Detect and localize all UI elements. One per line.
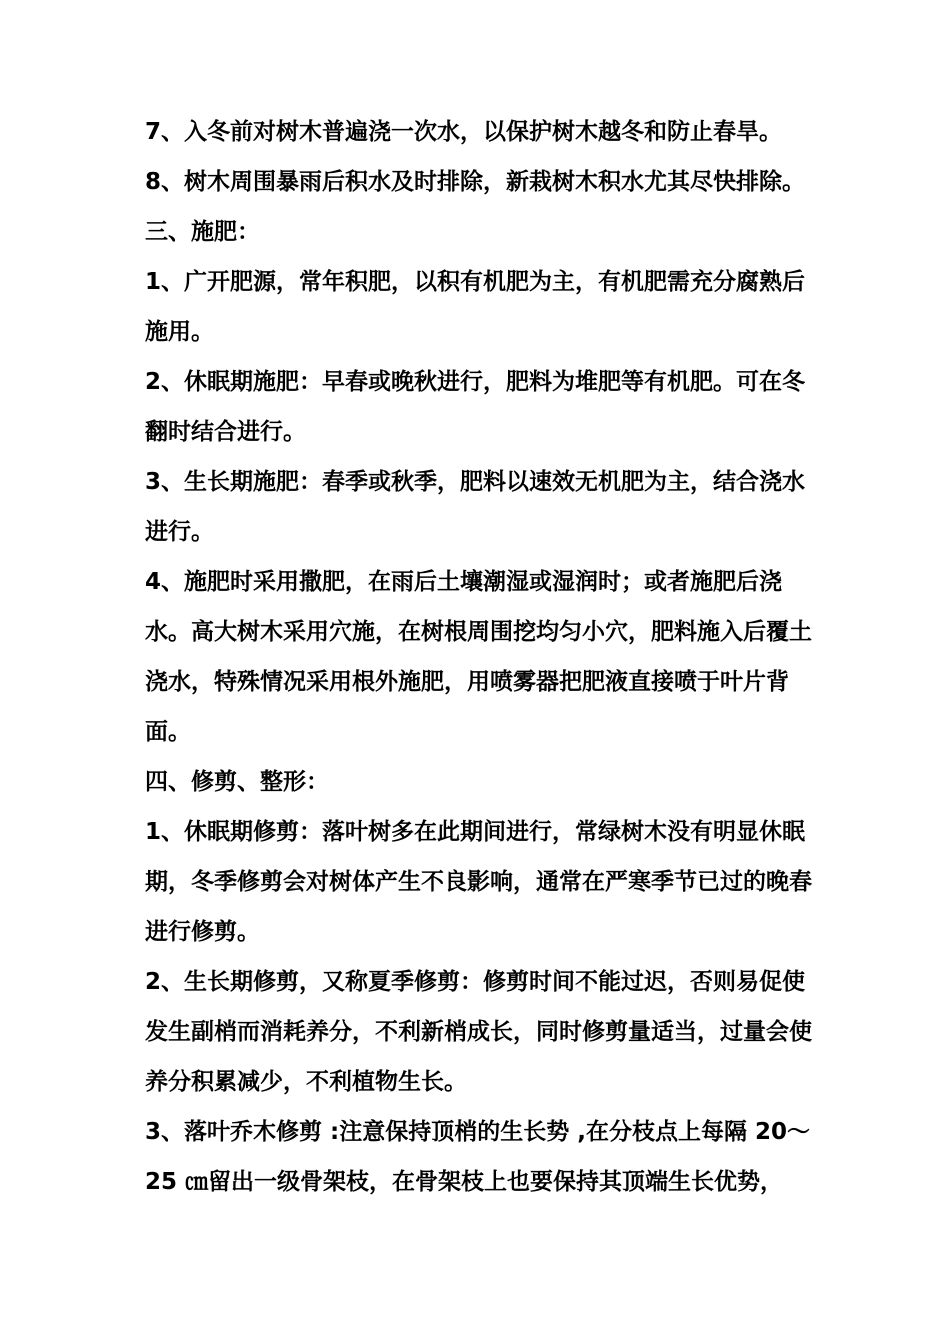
paragraph-fertilizing-methods: 4、施肥时采用撒肥，在雨后土壤潮湿或湿润时；或者施肥后浇水。高大树木采用穴施，在树根周围挖均匀小穴，肥料施入后覆土浇水，特殊情况采用根外施肥，用喷雾器把肥液直接喷于叶片背面。 [145, 569, 812, 745]
paragraph-fertilizer-sources: 1、广开肥源，常年积肥，以积有机肥为主，有机肥需充分腐熟后施用。 [145, 269, 806, 345]
paragraph-deciduous-tree-pruning: 3、落叶乔木修剪 :注意保持顶梢的生长势 ,在分枝点上每隔 20～25 ㎝留出一级骨架枝，在骨架枝上也要保持其顶端生长优势， [145, 1119, 810, 1195]
paragraph-growth-fertilizing: 3、生长期施肥：春季或秋季，肥料以速效无机肥为主，结合浇水进行。 [145, 469, 806, 545]
paragraph-dormant-fertilizing: 2、休眠期施肥：早春或晚秋进行，肥料为堆肥等有机肥。可在冬翻时结合进行。 [145, 369, 806, 445]
paragraph-dormant-pruning: 1、休眠期修剪：落叶树多在此期间进行，常绿树木没有明显休眠期，冬季修剪会对树体产生不良影响，通常在严寒季节已过的晚春进行修剪。 [145, 819, 812, 945]
heading-pruning-shaping: 四、修剪、整形： [145, 769, 329, 795]
paragraph-drain-after-rain: 8、树木周围暴雨后积水及时排除，新栽树木积水尤其尽快排除。 [145, 169, 806, 195]
paragraph-summer-pruning: 2、生长期修剪，又称夏季修剪：修剪时间不能过迟，否则易促使发生副梢而消耗养分，不利新梢成长，同时修剪量适当，过量会使养分积累减少，不利植物生长。 [145, 969, 812, 1095]
heading-fertilizing: 三、施肥： [145, 219, 260, 245]
paragraph-water-before-winter: 7、入冬前对树木普遍浇一次水，以保护树木越冬和防止春旱。 [145, 119, 783, 145]
document-body [145, 107, 813, 1207]
